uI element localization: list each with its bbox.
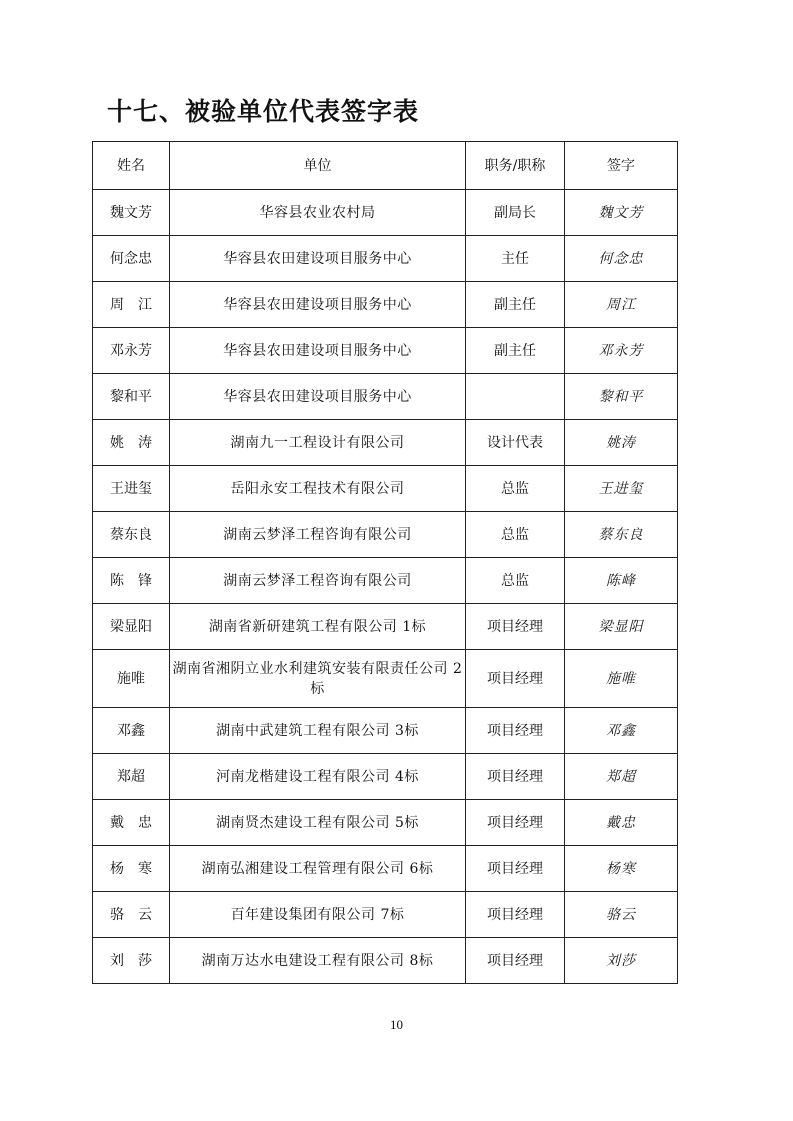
header-name: 姓名 bbox=[93, 142, 170, 190]
unit-cell: 湖南云梦泽工程咨询有限公司 bbox=[170, 558, 466, 604]
post-cell: 项目经理 bbox=[466, 754, 565, 800]
unit-cell: 华容县农田建设项目服务中心 bbox=[170, 374, 466, 420]
table-row bbox=[93, 236, 678, 282]
signature-cell: 王进玺 bbox=[565, 466, 678, 512]
signature-cell: 周江 bbox=[565, 282, 678, 328]
signature-cell: 梁显阳 bbox=[565, 604, 678, 650]
signature-cell: 戴忠 bbox=[565, 800, 678, 846]
unit-cell: 湖南贤杰建设工程有限公司 5标 bbox=[170, 800, 466, 846]
name-cell: 戴 忠 bbox=[93, 800, 170, 846]
name-cell: 王进玺 bbox=[93, 466, 170, 512]
table-row bbox=[93, 328, 678, 374]
signature-cell: 何念忠 bbox=[565, 236, 678, 282]
unit-cell: 湖南省新研建筑工程有限公司 1标 bbox=[170, 604, 466, 650]
name-cell: 魏文芳 bbox=[93, 190, 170, 236]
header-signature: 签字 bbox=[565, 142, 678, 190]
unit-cell: 湖南中武建筑工程有限公司 3标 bbox=[170, 708, 466, 754]
unit-cell: 华容县农田建设项目服务中心 bbox=[170, 328, 466, 374]
unit-cell: 湖南云梦泽工程咨询有限公司 bbox=[170, 512, 466, 558]
table-row bbox=[93, 558, 678, 604]
post-cell: 总监 bbox=[466, 466, 565, 512]
signature-cell: 刘莎 bbox=[565, 938, 678, 984]
signature-cell: 陈峰 bbox=[565, 558, 678, 604]
post-cell: 项目经理 bbox=[466, 708, 565, 754]
signature-cell: 邓鑫 bbox=[565, 708, 678, 754]
name-cell: 郑超 bbox=[93, 754, 170, 800]
signature-cell: 邓永芳 bbox=[565, 328, 678, 374]
post-cell: 项目经理 bbox=[466, 938, 565, 984]
unit-cell: 湖南弘湘建设工程管理有限公司 6标 bbox=[170, 846, 466, 892]
table-row bbox=[93, 190, 678, 236]
name-cell: 姚 涛 bbox=[93, 420, 170, 466]
post-cell: 项目经理 bbox=[466, 846, 565, 892]
table-row bbox=[93, 650, 678, 708]
table-row bbox=[93, 282, 678, 328]
table-row bbox=[93, 938, 678, 984]
unit-cell: 河南龙楷建设工程有限公司 4标 bbox=[170, 754, 466, 800]
signature-cell: 魏文芳 bbox=[565, 190, 678, 236]
name-cell: 陈 锋 bbox=[93, 558, 170, 604]
table-row bbox=[93, 420, 678, 466]
unit-cell: 湖南万达水电建设工程有限公司 8标 bbox=[170, 938, 466, 984]
header-unit: 单位 bbox=[170, 142, 466, 190]
post-cell: 项目经理 bbox=[466, 604, 565, 650]
post-cell: 副主任 bbox=[466, 328, 565, 374]
name-cell: 刘 莎 bbox=[93, 938, 170, 984]
table-row bbox=[93, 604, 678, 650]
name-cell: 杨 寒 bbox=[93, 846, 170, 892]
table-row bbox=[93, 800, 678, 846]
table-header-row bbox=[93, 142, 678, 190]
table-row bbox=[93, 512, 678, 558]
header-post: 职务/职称 bbox=[466, 142, 565, 190]
table-row bbox=[93, 374, 678, 420]
signature-cell: 施唯 bbox=[565, 650, 678, 708]
name-cell: 何念忠 bbox=[93, 236, 170, 282]
signature-cell: 郑超 bbox=[565, 754, 678, 800]
post-cell: 项目经理 bbox=[466, 892, 565, 938]
table-row bbox=[93, 846, 678, 892]
post-cell: 副局长 bbox=[466, 190, 565, 236]
unit-cell: 岳阳永安工程技术有限公司 bbox=[170, 466, 466, 512]
signature-cell: 蔡东良 bbox=[565, 512, 678, 558]
post-cell: 主任 bbox=[466, 236, 565, 282]
table-row bbox=[93, 754, 678, 800]
post-cell: 总监 bbox=[466, 558, 565, 604]
signature-cell: 黎和平 bbox=[565, 374, 678, 420]
page-title: 十七、被验单位代表签字表 bbox=[107, 97, 420, 126]
name-cell: 施唯 bbox=[93, 650, 170, 708]
name-cell: 黎和平 bbox=[93, 374, 170, 420]
name-cell: 蔡东良 bbox=[93, 512, 170, 558]
signature-cell: 姚涛 bbox=[565, 420, 678, 466]
post-cell: 副主任 bbox=[466, 282, 565, 328]
unit-cell: 华容县农业农村局 bbox=[170, 190, 466, 236]
signature-table bbox=[92, 141, 678, 984]
table-row bbox=[93, 708, 678, 754]
unit-cell: 湖南省湘阴立业水利建筑安装有限责任公司 2标 bbox=[170, 650, 466, 708]
signature-cell: 骆云 bbox=[565, 892, 678, 938]
name-cell: 梁显阳 bbox=[93, 604, 170, 650]
post-cell: 项目经理 bbox=[466, 650, 565, 708]
page-number: 10 bbox=[390, 1017, 403, 1032]
unit-cell: 百年建设集团有限公司 7标 bbox=[170, 892, 466, 938]
signature-cell: 杨寒 bbox=[565, 846, 678, 892]
name-cell: 周 江 bbox=[93, 282, 170, 328]
post-cell: 项目经理 bbox=[466, 800, 565, 846]
unit-cell: 华容县农田建设项目服务中心 bbox=[170, 236, 466, 282]
name-cell: 骆 云 bbox=[93, 892, 170, 938]
post-cell: 总监 bbox=[466, 512, 565, 558]
unit-cell: 湖南九一工程设计有限公司 bbox=[170, 420, 466, 466]
unit-cell: 华容县农田建设项目服务中心 bbox=[170, 282, 466, 328]
post-cell bbox=[466, 374, 565, 420]
table-row bbox=[93, 466, 678, 512]
name-cell: 邓鑫 bbox=[93, 708, 170, 754]
name-cell: 邓永芳 bbox=[93, 328, 170, 374]
table-body bbox=[93, 190, 678, 984]
post-cell: 设计代表 bbox=[466, 420, 565, 466]
table-row bbox=[93, 892, 678, 938]
